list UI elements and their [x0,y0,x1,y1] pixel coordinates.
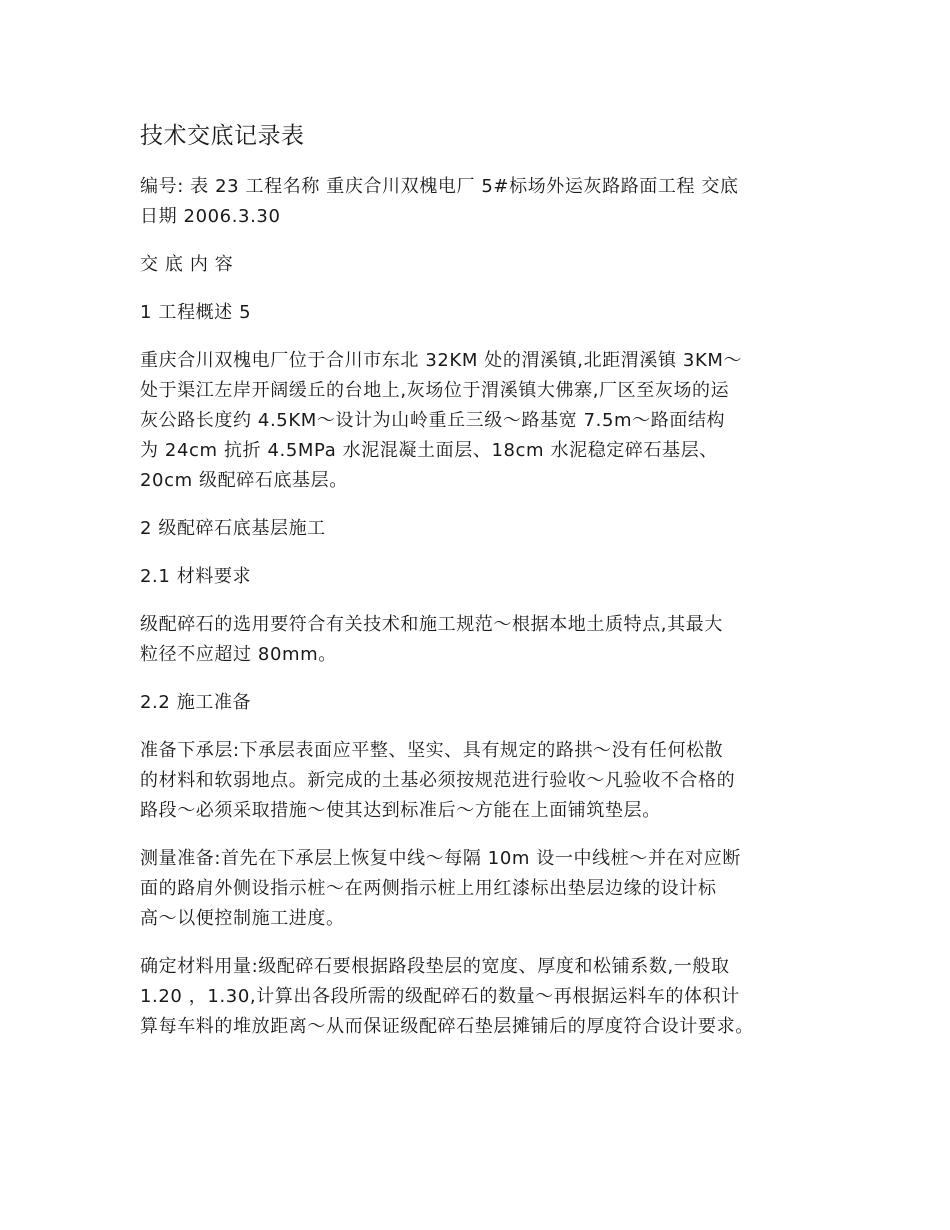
paragraph-material-quantity: 确定材料用量:级配碎石要根据路段垫层的宽度、厚度和松铺系数,一般取 1.20 ，1.30,计算出各段所需的级配碎石的数量～再根据运料车的体积计 算每车料的堆放距离～从而保证级配碎石垫层摊铺后的厚度符合设计要求。 [140,956,754,1037]
heading-graded-gravel-subbase: 2 级配碎石底基层施工 [140,518,326,539]
paragraph-survey-preparation: 测量准备:首先在下承层上恢复中线～每隔 10m 设一中线桩～并在对应断 面的路肩外侧设指示桩～在两侧指示桩上用红漆标出垫层边缘的设计标 高～以便控制施工进度。 [140,848,741,929]
document-title: 技术交底记录表 [140,123,305,149]
paragraph-prepare-sublayer: 准备下承层:下承层表面应平整、坚实、具有规定的路拱～没有任何松散 的材料和软弱地点。新完成的土基必须按规范进行验收～凡验收不合格的 路段～必须采取措施～使其达到标准后～方能在上面铺筑垫层。 [140,740,736,821]
paragraph-material-requirements: 级配碎石的选用要符合有关技术和施工规范～根据本地土质特点,其最大 粒径不应超过 80mm。 [140,614,723,665]
document-page [140,118,830,1060]
header-info: 编号: 表 23 工程名称 重庆合川双槐电厂 5#标场外运灰路路面工程 交底 日期 2006.3.30 [140,176,739,227]
heading-construction-preparation: 2.2 施工准备 [140,692,252,713]
paragraph-project-overview: 重庆合川双槐电厂位于合川市东北 32KM 处的渭溪镇,北距渭溪镇 3KM～ 处于渠江左岸开阔缓丘的台地上,灰场位于渭溪镇大佛寨,厂区至灰场的运 灰公路长度约 4.5KM～设计为山岭重丘三级～路基宽 7.5m～路面结构 为 24cm 抗折 4.5MPa 水泥混凝土面层、18cm 水泥稳定碎石基层、 20cm 级配碎石底基层。 [140,350,743,491]
section-label: 交 底 内 容 [140,254,234,275]
heading-material-requirements: 2.1 材料要求 [140,566,252,587]
heading-project-overview: 1 工程概述 5 [140,302,252,323]
